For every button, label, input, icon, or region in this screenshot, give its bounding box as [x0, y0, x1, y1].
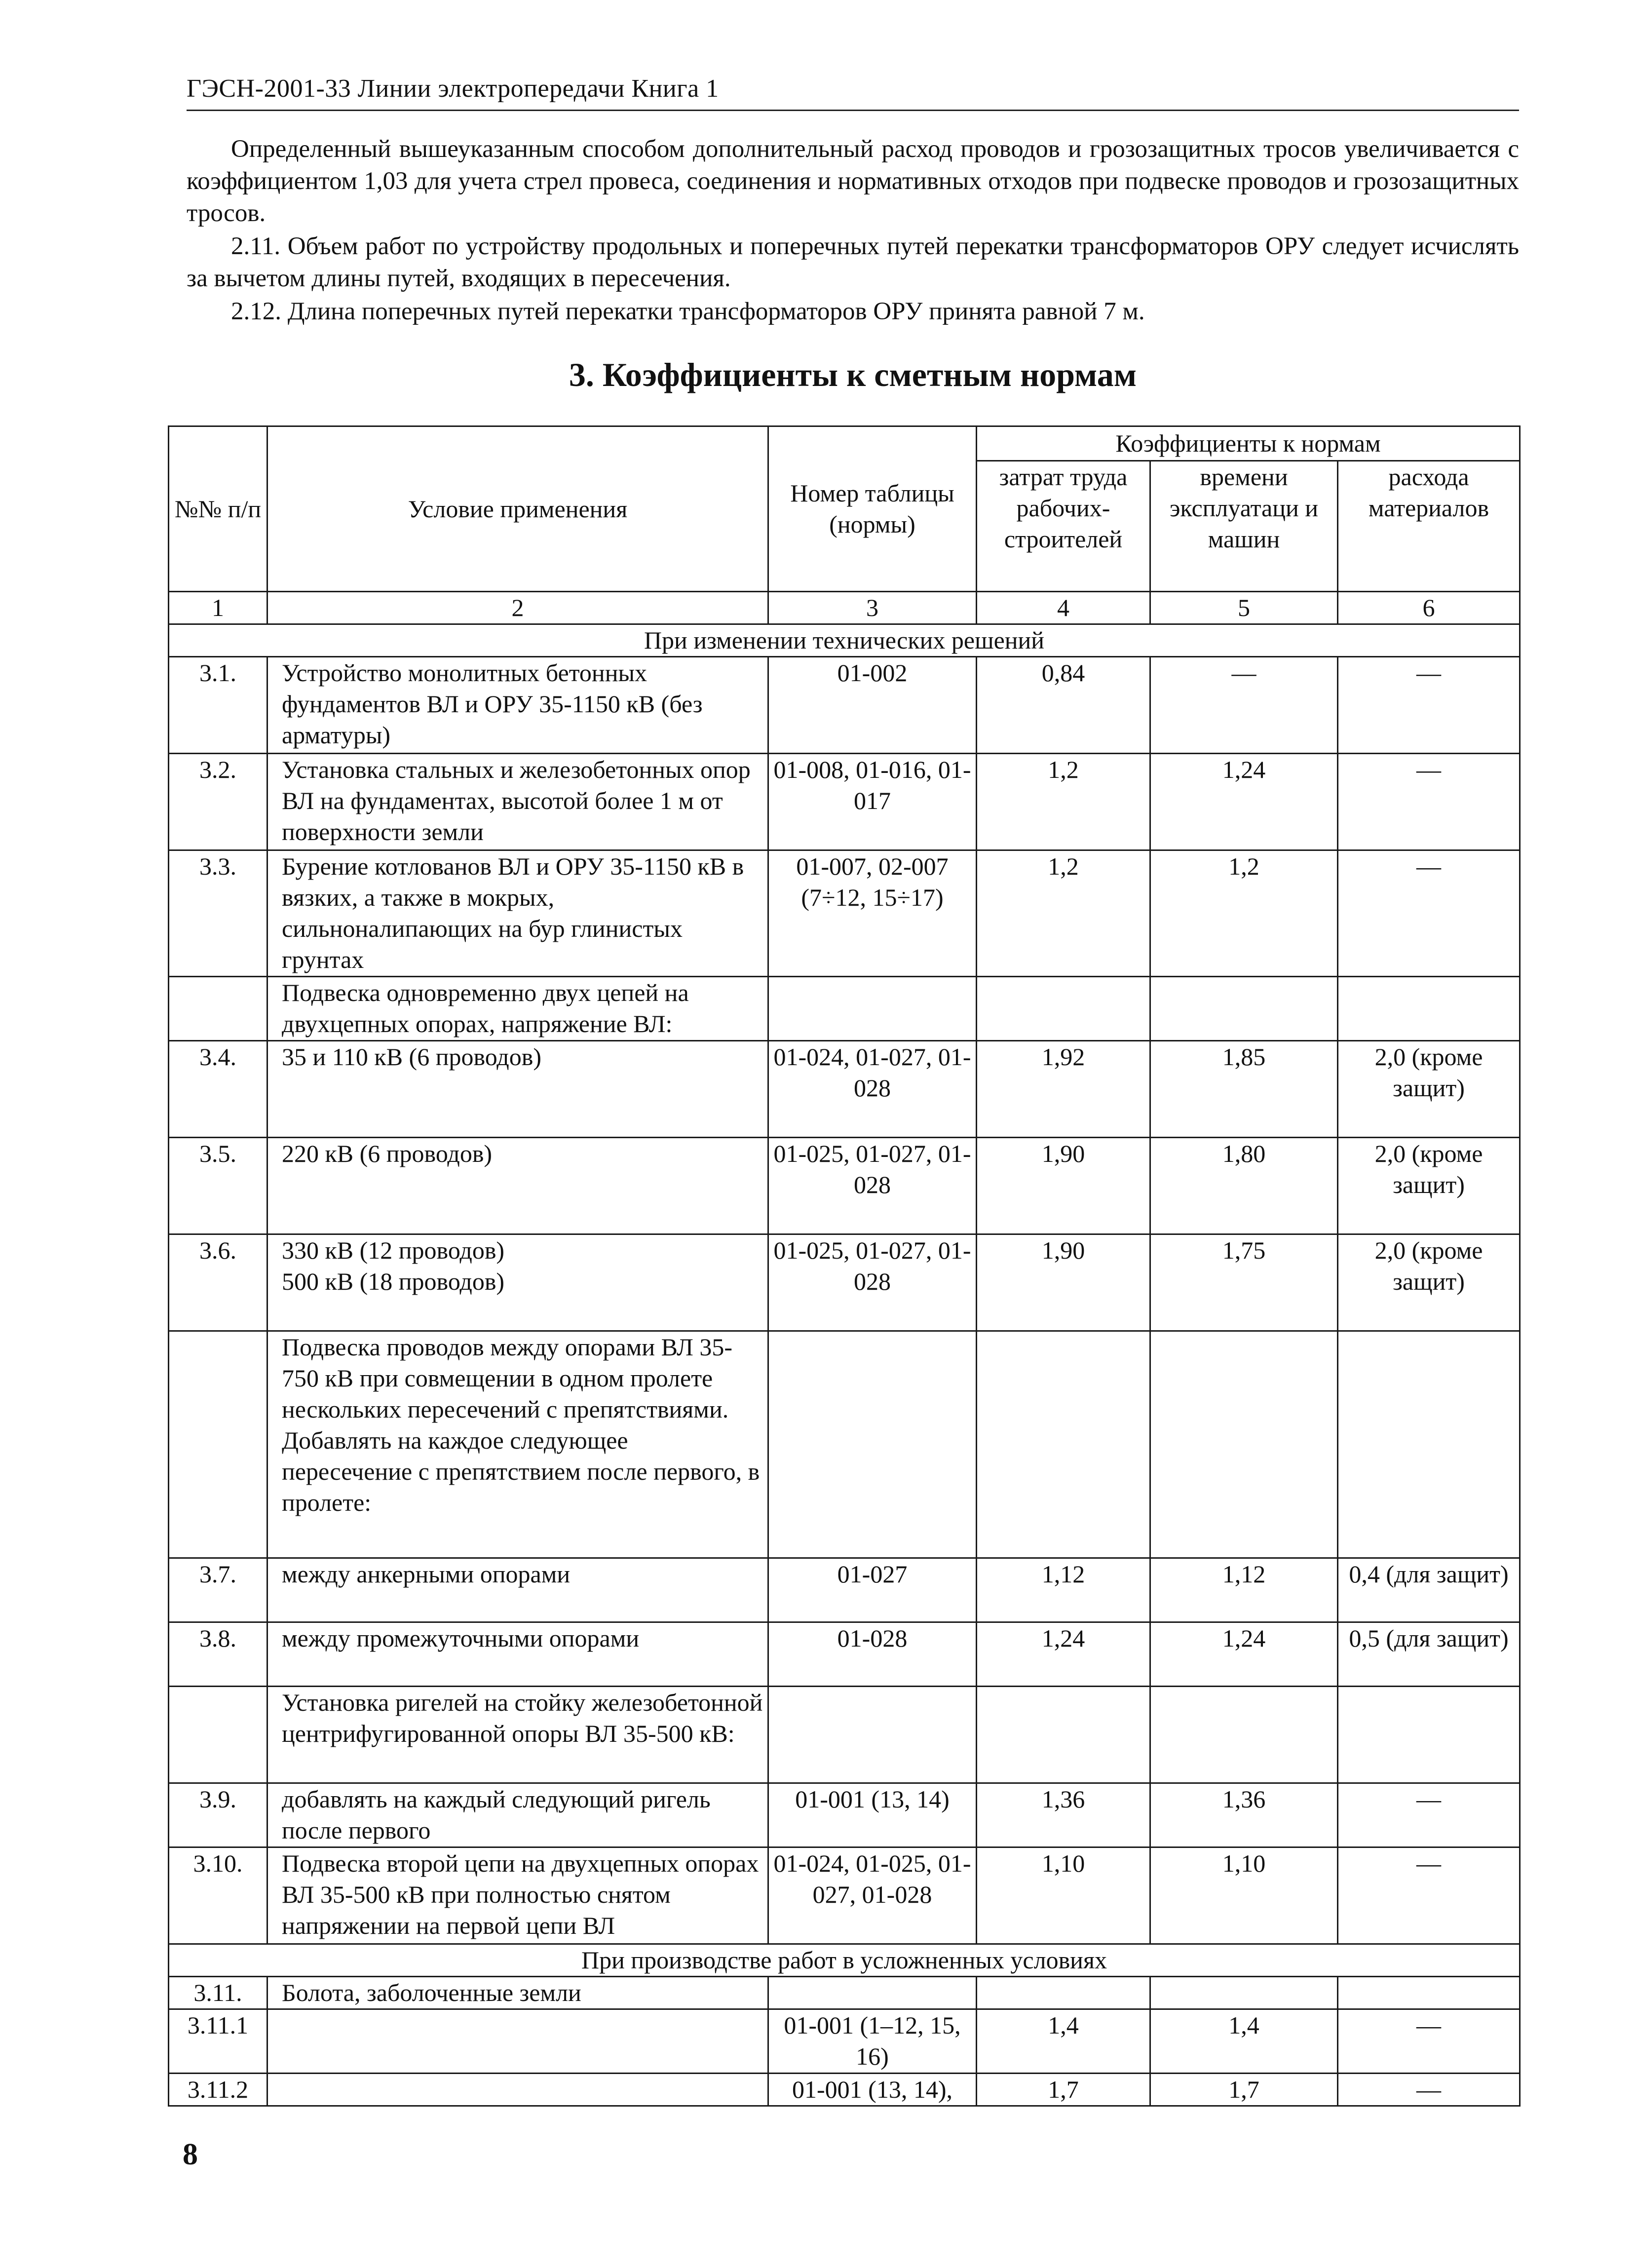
table-row	[169, 850, 1520, 977]
row-number: 3.11.2	[169, 2074, 267, 2106]
row-coef-machines: 1,75	[1150, 1234, 1338, 1331]
row-coef-labor	[977, 1977, 1150, 2009]
column-number: 4	[977, 592, 1150, 624]
row-coef-labor: 1,92	[977, 1041, 1150, 1138]
column-number: 6	[1338, 592, 1520, 624]
row-condition: 220 кВ (6 проводов)	[267, 1138, 768, 1234]
row-coef-labor: 1,24	[977, 1622, 1150, 1687]
row-coef-machines: 1,85	[1150, 1041, 1338, 1138]
table-row	[169, 1138, 1520, 1234]
row-coef-machines: 1,7	[1150, 2074, 1338, 2106]
table-row	[169, 1622, 1520, 1687]
group-heading: При производстве работ в усложненных условиях	[169, 1944, 1520, 1977]
intro-paragraph: Определенный вышеуказанным способом дополнительный расход проводов и грозозащитных тросов увеличивается с коэффициентом 1,03 для учета стрел провеса, соединения и нормативных отходов при подвеске проводов и грозозащитных тросов.	[187, 135, 1519, 227]
table-row	[169, 657, 1520, 754]
row-number: 3.6.	[169, 1234, 267, 1331]
row-condition: 330 кВ (12 проводов) 500 кВ (18 проводов)	[267, 1234, 768, 1331]
row-table-number: 01-001 (1–12, 15, 16)	[768, 2009, 977, 2074]
row-number: 3.7.	[169, 1558, 267, 1622]
group-heading-row	[169, 1944, 1520, 1977]
row-table-number: 01-027	[768, 1558, 977, 1622]
row-table-number: 01-025, 01-027, 01-028	[768, 1234, 977, 1331]
row-table-number	[768, 1687, 977, 1783]
row-coef-materials: 0,5 (для защит)	[1338, 1622, 1520, 1687]
row-coef-labor: 1,90	[977, 1234, 1150, 1331]
row-table-number	[768, 977, 977, 1041]
row-condition	[267, 2009, 768, 2074]
row-table-number	[768, 1977, 977, 2009]
running-header: ГЭСН-2001-33 Линии электропередачи Книга 1	[187, 75, 719, 103]
table-row	[169, 1847, 1520, 1944]
row-coef-materials	[1338, 1331, 1520, 1558]
row-condition	[267, 2074, 768, 2106]
row-number: 3.1.	[169, 657, 267, 754]
group-heading-row	[169, 624, 1520, 657]
row-coef-machines	[1150, 1331, 1338, 1558]
row-table-number: 01-025, 01-027, 01-028	[768, 1138, 977, 1234]
coefficients-table	[168, 425, 1521, 2107]
column-number: 2	[267, 592, 768, 624]
row-condition: между промежуточными опорами	[267, 1622, 768, 1687]
row-table-number: 01-001 (13, 14)	[768, 1783, 977, 1847]
group-heading: При изменении технических решений	[169, 624, 1520, 657]
row-coef-machines: 1,4	[1150, 2009, 1338, 2074]
row-coef-materials	[1338, 1977, 1520, 2009]
row-table-number: 01-002	[768, 657, 977, 754]
row-condition: Бурение котлованов ВЛ и ОРУ 35-1150 кВ в вязких, а также в мокрых, сильноналипающих на бур глинистых грунтах	[267, 850, 768, 977]
row-coef-machines: 1,10	[1150, 1847, 1338, 1944]
row-table-number: 01-001 (13, 14),	[768, 2074, 977, 2106]
row-condition: между анкерными опорами	[267, 1558, 768, 1622]
table-body-technical	[169, 657, 1520, 1944]
row-coef-machines: 1,24	[1150, 754, 1338, 850]
row-condition: добавлять на каждый следующий ригель после первого	[267, 1783, 768, 1847]
row-table-number: 01-024, 01-025, 01-027, 01-028	[768, 1847, 977, 1944]
row-condition: Подвеска второй цепи на двухцепных опорах ВЛ 35-500 кВ при полностью снятом напряжении на первой цепи ВЛ	[267, 1847, 768, 1944]
row-condition: Устройство монолитных бетонных фундаментов ВЛ и ОРУ 35-1150 кВ (без арматуры)	[267, 657, 768, 754]
section-title: 3. Коэффициенты к сметным нормам	[569, 356, 1137, 393]
row-condition: Подвеска одновременно двух цепей на двухцепных опорах, напряжение ВЛ:	[267, 977, 768, 1041]
header-condition: Условие применения	[267, 426, 768, 592]
row-condition: Болота, заболоченные земли	[267, 1977, 768, 2009]
row-number: 3.5.	[169, 1138, 267, 1234]
table-row	[169, 754, 1520, 850]
row-number: 3.9.	[169, 1783, 267, 1847]
column-number: 5	[1150, 592, 1338, 624]
row-coef-labor: 1,90	[977, 1138, 1150, 1234]
row-coef-labor: 1,36	[977, 1783, 1150, 1847]
row-number: 3.8.	[169, 1622, 267, 1687]
row-coef-labor: 1,10	[977, 1847, 1150, 1944]
row-table-number	[768, 1331, 977, 1558]
row-coef-machines	[1150, 1687, 1338, 1783]
row-coef-materials: —	[1338, 2074, 1520, 2106]
column-number-row	[169, 592, 1520, 624]
table-row	[169, 1234, 1520, 1331]
row-condition: Установка стальных и железобетонных опор ВЛ на фундаментах, высотой более 1 м от поверхности земли	[267, 754, 768, 850]
row-coef-labor	[977, 977, 1150, 1041]
header-num: №№ п/п	[169, 426, 267, 592]
row-coef-labor: 1,7	[977, 2074, 1150, 2106]
row-condition: Подвеска проводов между опорами ВЛ 35-750 кВ при совмещении в одном пролете нескольких пересечений с препятствиями. Добавлять на каждое следующее пересечение с препятствием после первого, в пролете:	[267, 1331, 768, 1558]
table-body-difficult	[169, 1977, 1520, 2106]
row-table-number: 01-007, 02-007 (7÷12, 15÷17)	[768, 850, 977, 977]
row-coef-machines	[1150, 977, 1338, 1041]
column-number: 1	[169, 592, 267, 624]
table-row	[169, 977, 1520, 1041]
intro-text	[187, 133, 1519, 329]
row-condition: Установка ригелей на стойку железобетонной центрифугированной опоры ВЛ 35-500 кВ:	[267, 1687, 768, 1783]
row-coef-materials: —	[1338, 657, 1520, 754]
table-row	[169, 1558, 1520, 1622]
row-table-number: 01-024, 01-027, 01-028	[768, 1041, 977, 1138]
row-coef-materials: 2,0 (кроме защит)	[1338, 1138, 1520, 1234]
row-coef-machines: —	[1150, 657, 1338, 754]
table-row	[169, 1041, 1520, 1138]
row-coef-machines: 1,24	[1150, 1622, 1338, 1687]
row-coef-labor: 1,2	[977, 754, 1150, 850]
row-condition: 35 и 110 кВ (6 проводов)	[267, 1041, 768, 1138]
row-coef-labor	[977, 1687, 1150, 1783]
row-coef-materials	[1338, 977, 1520, 1041]
page-number: 8	[183, 2138, 198, 2171]
row-number: 3.11.1	[169, 2009, 267, 2074]
table-row	[169, 1977, 1520, 2009]
row-number	[169, 977, 267, 1041]
row-number: 3.2.	[169, 754, 267, 850]
row-number: 3.3.	[169, 850, 267, 977]
header-table-no: Номер таблицы (нормы)	[768, 426, 977, 592]
table-row	[169, 1687, 1520, 1783]
row-coef-materials	[1338, 1687, 1520, 1783]
row-table-number: 01-008, 01-016, 01-017	[768, 754, 977, 850]
row-coef-materials: —	[1338, 754, 1520, 850]
row-coef-materials: —	[1338, 1783, 1520, 1847]
header-row	[169, 426, 1520, 461]
header-rule	[187, 110, 1519, 111]
row-coef-machines: 1,2	[1150, 850, 1338, 977]
row-number: 3.4.	[169, 1041, 267, 1138]
row-coef-machines: 1,80	[1150, 1138, 1338, 1234]
row-coef-labor: 1,12	[977, 1558, 1150, 1622]
header-materials: расхода материалов	[1338, 461, 1520, 592]
row-coef-labor	[977, 1331, 1150, 1558]
row-coef-materials: 2,0 (кроме защит)	[1338, 1041, 1520, 1138]
table-row	[169, 2009, 1520, 2074]
row-number: 3.10.	[169, 1847, 267, 1944]
row-number	[169, 1687, 267, 1783]
table-row	[169, 1783, 1520, 1847]
row-coef-machines: 1,36	[1150, 1783, 1338, 1847]
table-row	[169, 2074, 1520, 2106]
row-coef-machines: 1,12	[1150, 1558, 1338, 1622]
row-coef-materials: —	[1338, 1847, 1520, 1944]
row-coef-materials: —	[1338, 850, 1520, 977]
intro-paragraph: 2.11. Объем работ по устройству продольных и поперечных путей перекатки трансформаторов ОРУ следует исчислять за вычетом длины путей, входящих в пересечения.	[187, 232, 1519, 292]
row-coef-materials: 2,0 (кроме защит)	[1338, 1234, 1520, 1331]
row-coef-machines	[1150, 1977, 1338, 2009]
row-table-number: 01-028	[768, 1622, 977, 1687]
row-coef-labor: 1,2	[977, 850, 1150, 977]
row-coef-materials: —	[1338, 2009, 1520, 2074]
row-coef-labor: 1,4	[977, 2009, 1150, 2074]
row-coef-materials: 0,4 (для защит)	[1338, 1558, 1520, 1622]
column-number: 3	[768, 592, 977, 624]
table-row	[169, 1331, 1520, 1558]
header-labor: затрат труда рабочих-строителей	[977, 461, 1150, 592]
row-number	[169, 1331, 267, 1558]
header-machines: времени эксплуатаци и машин	[1150, 461, 1338, 592]
intro-paragraph: 2.12. Длина поперечных путей перекатки трансформаторов ОРУ принята равной 7 м.	[231, 298, 1145, 325]
header-coef-group: Коэффициенты к нормам	[977, 426, 1520, 461]
row-coef-labor: 0,84	[977, 657, 1150, 754]
row-number: 3.11.	[169, 1977, 267, 2009]
